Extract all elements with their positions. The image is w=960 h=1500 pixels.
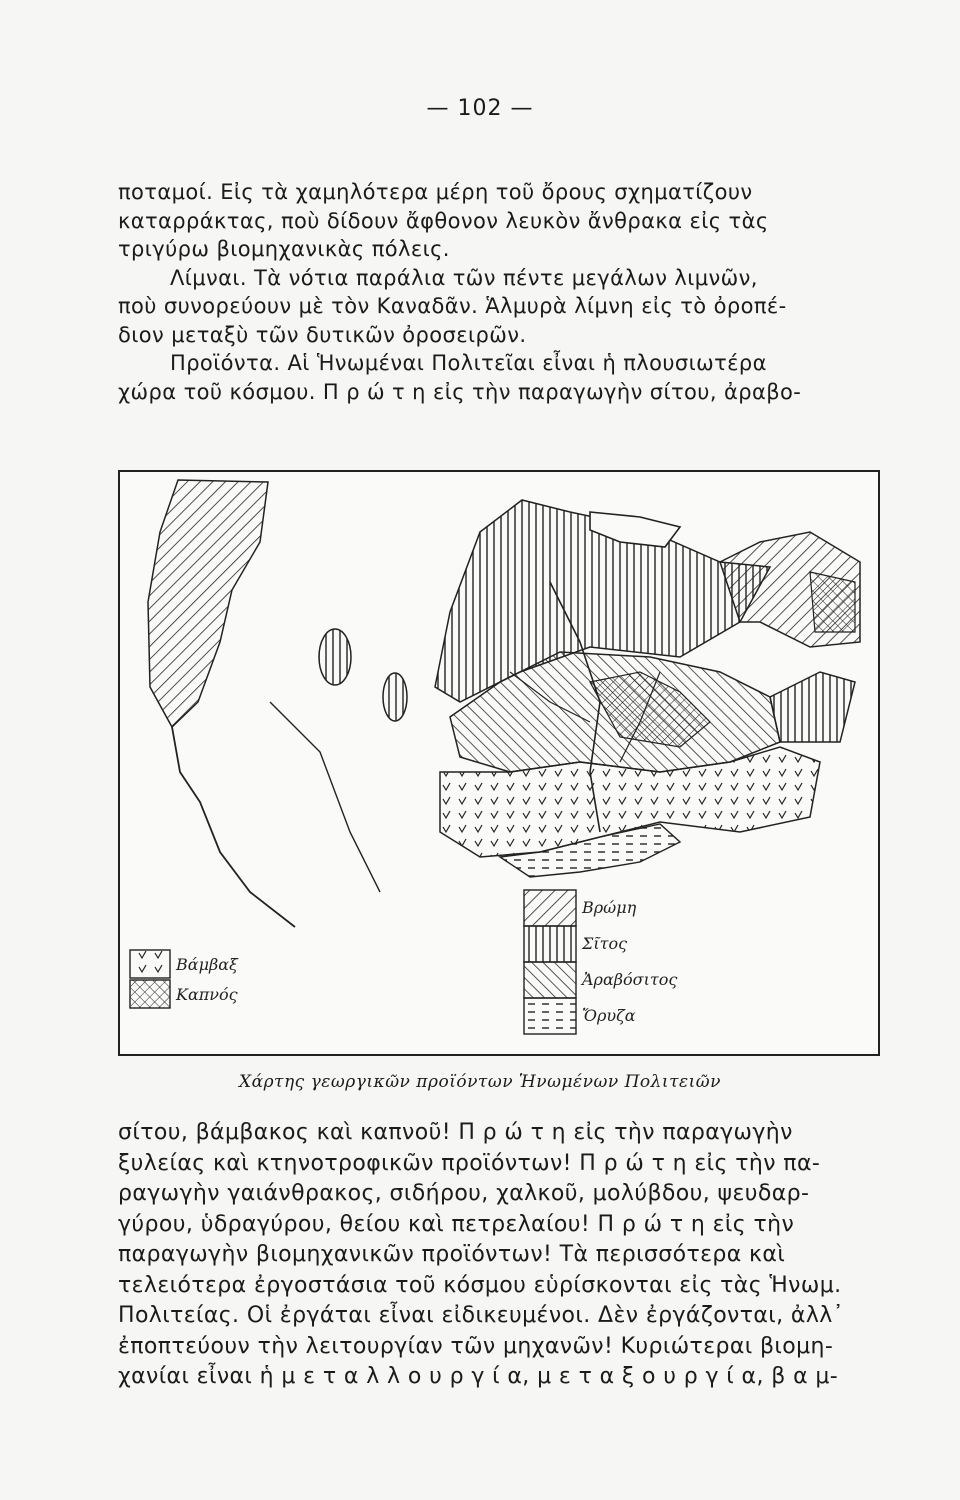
text-line: χώρα τοῦ κόσμου. Π ρ ώ τ η εἰς τὴν παραγωγὴν σίτου, ἀραβο- xyxy=(118,379,802,404)
text-line: ἐποπτεύουν τὴν λειτουργίαν τῶν μηχανῶν! Κυριώτεραι βιομη- xyxy=(118,1333,834,1359)
legend-label-wheat: Σῖτος xyxy=(582,934,628,953)
legend-label-cotton: Βάμβαξ xyxy=(176,955,238,974)
legend-label-oats: Βρώμη xyxy=(582,898,637,917)
legend-swatch-rice xyxy=(524,998,576,1034)
text-line: ξυλείας καὶ κτηνοτροφικῶν προϊόντων! Π ρ ώ τ η εἰς τὴν πα- xyxy=(118,1150,821,1176)
legend-swatch-maize xyxy=(524,962,576,998)
text-line: ραγωγὴν γαιάνθρακος, σιδήρου, χαλκοῦ, μολύβδου, ψευδαρ- xyxy=(118,1181,810,1206)
text-line: χανίαι εἶναι ἡ μ ε τ α λ λ ο υ ρ γ ί α, μ ε τ α ξ ο υ ρ γ ί α, β α μ- xyxy=(118,1364,839,1389)
page-number: — 102 — xyxy=(426,96,534,121)
text-line: ποταμοί. Εἰς τὰ χαμηλότερα μέρη τοῦ ὄρους σχηματίζουν xyxy=(118,180,753,204)
bottom-paragraph xyxy=(118,1118,880,1393)
text-line: Προϊόντα. Αἱ Ἡνωμέναι Πολιτεῖαι εἶναι ἡ πλουσιωτέρα xyxy=(170,351,767,375)
legend-swatch-oats xyxy=(524,890,576,926)
legend-swatch-wheat xyxy=(524,926,576,962)
text-line: καταρράκτας, ποὺ δίδουν ἄφθονον λευκὸν ἄνθρακα εἰς τὰς xyxy=(118,208,769,233)
text-line: σίτου, βάμβακος καὶ καπνοῦ! Π ρ ώ τ η εἰς τὴν παραγωγὴν xyxy=(118,1120,793,1145)
crop-map xyxy=(118,470,880,1056)
text-line: ποὺ συνορεύουν μὲ τὸν Καναδᾶν. Ἁλμυρὰ λίμνη εἰς τὸ ὀροπέ- xyxy=(118,294,787,318)
legend-label-maize: Ἀραβόσιτος xyxy=(582,970,678,989)
text-line: Λίμναι. Τὰ νότια παράλια τῶν πέντε μεγάλων λιμνῶν, xyxy=(170,265,758,290)
text-line: Πολιτείας. Οἱ ἐργάται εἶναι εἰδικευμένοι. Δὲν ἐργάζονται, ἀλλ᾽ xyxy=(118,1303,845,1328)
text-line: γύρου, ὑδραγύρου, θείου καὶ πετρελαίου! Π ρ ώ τ η εἰς τὴν xyxy=(118,1211,795,1237)
text-line: τριγύρω βιομηχανικὰς πόλεις. xyxy=(118,237,450,261)
text-line: παραγωγὴν βιομηχανικῶν προϊόντων! Τὰ περισσότερα καὶ xyxy=(118,1242,786,1267)
legend-left xyxy=(130,950,170,1008)
legend-swatch-cotton xyxy=(130,950,170,978)
legend-label-tobacco: Καπνός xyxy=(176,985,238,1004)
text-line: τελειότερα ἐργοστάσια τοῦ κόσμου εὑρίσκονται εἰς τὰς Ἡνωμ. xyxy=(118,1272,842,1298)
legend-label-rice: Ὄρυζα xyxy=(582,1006,636,1025)
top-paragraph xyxy=(118,178,880,406)
legend-right xyxy=(524,890,576,1034)
legend-swatch-tobacco xyxy=(130,980,170,1008)
text-line: διον μεταξὺ τῶν δυτικῶν ὀροσειρῶν. xyxy=(118,322,527,347)
map-caption: Χάρτης γεωργικῶν προϊόντων Ἡνωμένων Πολιτειῶν xyxy=(238,1072,721,1092)
